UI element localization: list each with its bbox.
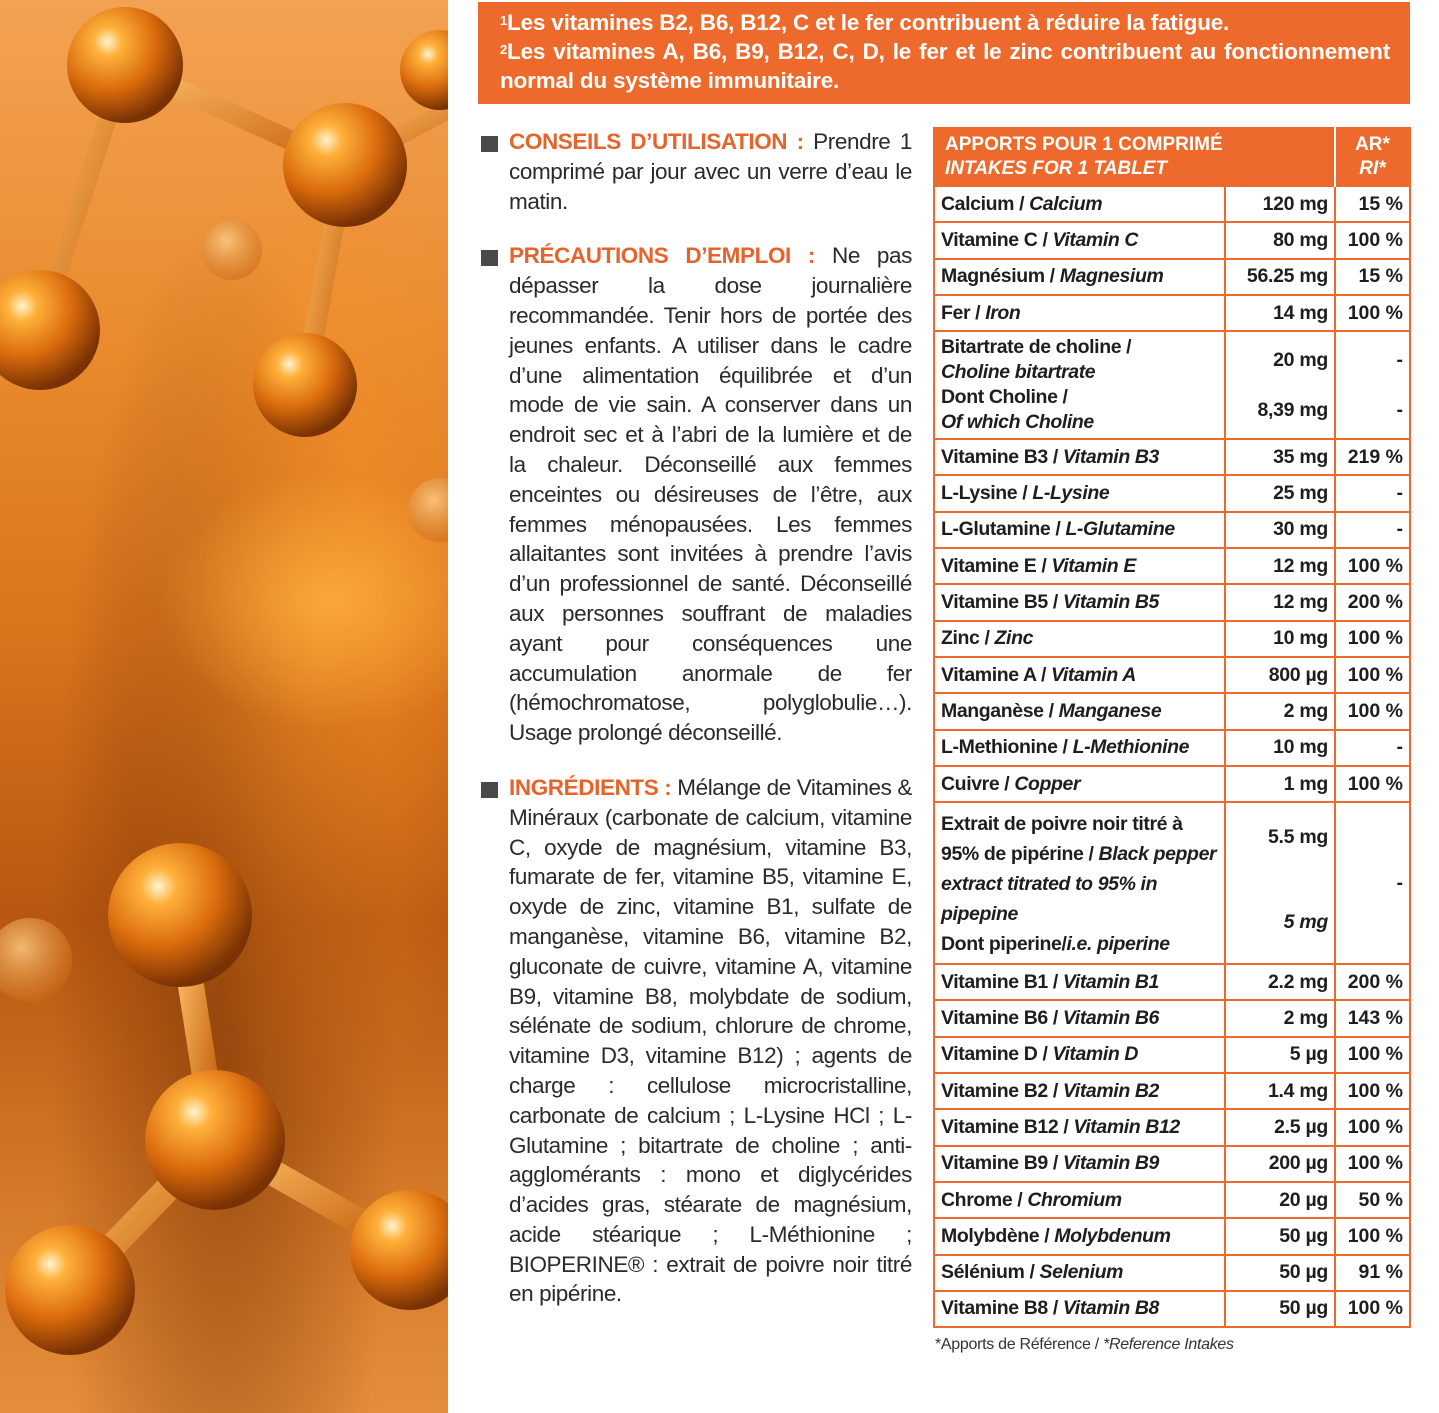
nutrient-quantity: 2 mg: [1225, 693, 1335, 729]
square-bullet-icon: [481, 782, 498, 798]
nutrient-quantity: 200 µg: [1225, 1146, 1335, 1182]
nutrient-name: Vitamine E / Vitamin E: [934, 548, 1225, 584]
nutrient-name: Fer / Iron: [934, 295, 1225, 331]
table-row: [934, 222, 1410, 258]
footnote-marker: 1: [500, 13, 508, 28]
nutrient-ar: - -: [1335, 331, 1410, 439]
nutrient-ar: 100 %: [1335, 1291, 1410, 1327]
ingredients-section: [480, 773, 912, 1309]
nutrient-quantity: 10 mg: [1225, 621, 1335, 657]
nutrient-ar: 143 %: [1335, 1000, 1410, 1036]
nutrient-ar: 91 %: [1335, 1255, 1410, 1291]
table-row: [934, 1037, 1410, 1073]
nutrient-name: L-Glutamine / L-Glutamine: [934, 512, 1225, 548]
square-bullet-icon: [481, 250, 498, 266]
nutrient-quantity: 80 mg: [1225, 222, 1335, 258]
nutrient-quantity: 20 µg: [1225, 1182, 1335, 1218]
nutrient-quantity: 12 mg: [1225, 548, 1335, 584]
nutrient-quantity: 50 µg: [1225, 1218, 1335, 1254]
claim-fatigue: [500, 8, 1390, 37]
nutrient-ar: 100 %: [1335, 1037, 1410, 1073]
nutrient-ar: 100 %: [1335, 295, 1410, 331]
header-ri: RI*: [1359, 158, 1386, 179]
reference-intakes-footnote: *Apports de Référence / *Reference Intakes: [935, 1336, 1234, 1353]
nutrient-name: Bitartrate de choline / Choline bitartrate Dont Choline / Of which Choline: [934, 331, 1225, 439]
nutrient-ar: 100 %: [1335, 222, 1410, 258]
nutrient-name: Vitamine B2 / Vitamin B2: [934, 1073, 1225, 1109]
nutrient-name: Magnésium / Magnesium: [934, 259, 1225, 295]
nutrient-quantity: 2.5 µg: [1225, 1109, 1335, 1145]
nutrient-ar: 100 %: [1335, 621, 1410, 657]
nutrient-name: Vitamine D / Vitamin D: [934, 1037, 1225, 1073]
ingredients-heading: INGRÉDIENTS :: [509, 774, 672, 800]
header-ar: AR*: [1355, 134, 1390, 155]
nutrient-quantity: 50 µg: [1225, 1255, 1335, 1291]
claim-immune: [500, 37, 1390, 95]
claim-fatigue-text: Les vitamines B2, B6, B12, C et le fer contribuent à réduire la fatigue.: [507, 10, 1230, 35]
table-row: [934, 295, 1410, 331]
nutrient-ar: -: [1335, 802, 1410, 964]
nutrient-quantity: 2.2 mg: [1225, 964, 1335, 1000]
nutrient-ar: 50 %: [1335, 1182, 1410, 1218]
nutrient-ar: 100 %: [1335, 548, 1410, 584]
table-row: [934, 693, 1410, 729]
nutrient-quantity: 800 µg: [1225, 657, 1335, 693]
table-row: [934, 657, 1410, 693]
footnote-marker: 2: [500, 42, 508, 57]
table-row: [934, 730, 1410, 766]
header-en: INTAKES FOR 1 TABLET: [945, 158, 1168, 179]
nutrient-name: Vitamine C / Vitamin C: [934, 222, 1225, 258]
precautions-heading: PRÉCAUTIONS D’EMPLOI :: [509, 243, 815, 269]
instructions-column: [480, 127, 912, 1334]
table-row: [934, 259, 1410, 295]
nutrient-ar: -: [1335, 475, 1410, 511]
nutrient-quantity: 12 mg: [1225, 584, 1335, 620]
square-bullet-icon: [481, 136, 498, 152]
nutrient-quantity: 5.5 mg 5 mg: [1225, 802, 1335, 964]
nutrient-name: L-Lysine / L-Lysine: [934, 475, 1225, 511]
nutrient-name: Vitamine B12 / Vitamin B12: [934, 1109, 1225, 1145]
nutrient-ar: -: [1335, 730, 1410, 766]
nutrient-name: Chrome / Chromium: [934, 1182, 1225, 1218]
nutrient-name: Extrait de poivre noir titré à 95% de pipérine / Black pepper extract titrated to 95% in pipepine Dont piperine/i.e. piperine: [934, 802, 1225, 964]
header-fr: APPORTS POUR 1 COMPRIMÉ: [945, 134, 1223, 155]
nutrient-ar: 100 %: [1335, 1109, 1410, 1145]
table-row: [934, 621, 1410, 657]
table-row: [934, 439, 1410, 475]
nutrient-name: Vitamine B5 / Vitamin B5: [934, 584, 1225, 620]
nutrient-ar: 200 %: [1335, 964, 1410, 1000]
nutrient-ar: 100 %: [1335, 693, 1410, 729]
nutrient-quantity: 5 µg: [1225, 1037, 1335, 1073]
nutrient-name: Cuivre / Copper: [934, 766, 1225, 802]
molecule-illustration: [0, 0, 448, 1413]
nutrient-quantity: 50 µg: [1225, 1291, 1335, 1327]
table-row-pepper: [934, 802, 1410, 964]
claims-banner: [478, 2, 1410, 104]
nutrient-ar: 100 %: [1335, 1218, 1410, 1254]
precautions-section: [480, 241, 912, 748]
nutrient-name: Vitamine B9 / Vitamin B9: [934, 1146, 1225, 1182]
table-header: [934, 128, 1410, 186]
table-row: [934, 548, 1410, 584]
precautions-text: Ne pas dépasser la dose journalière recommandée. Tenir hors de portée des jeunes enfants. A utiliser dans le cadre d’une alimentation équilibrée et d’un mode de vie sain. A conserver dans un endroit sec et à l’abri de la lumière et de la chaleur. Déconseillé aux femmes enceintes ou désireuses de l’être, aux femmes ménopausées. Les femmes allaitantes sont invitées à prendre l’avis d’un professionnel de santé. Déconseillé aux personnes souffrant de maladies ayant pour conséquences une accumulation anormale de fer (hémochromatose, polyglobulie…). Usage prolongé déconseillé.: [509, 243, 912, 746]
nutrient-name: Manganèse / Manganese: [934, 693, 1225, 729]
nutrient-ar: -: [1335, 512, 1410, 548]
table-row: [934, 1146, 1410, 1182]
nutrient-ar: 15 %: [1335, 259, 1410, 295]
nutrient-name: Sélénium / Selenium: [934, 1255, 1225, 1291]
nutrient-quantity: 25 mg: [1225, 475, 1335, 511]
table-row: [934, 512, 1410, 548]
table-row: [934, 964, 1410, 1000]
table-row: [934, 584, 1410, 620]
nutrient-ar: 200 %: [1335, 584, 1410, 620]
usage-heading: CONSEILS D’UTILISATION :: [509, 129, 804, 154]
table-row: [934, 186, 1410, 222]
table-row: [934, 475, 1410, 511]
table-row: [934, 1218, 1410, 1254]
nutrient-ar: 100 %: [1335, 766, 1410, 802]
table-row: [934, 1255, 1410, 1291]
table-row: [934, 1182, 1410, 1218]
nutrient-quantity: 14 mg: [1225, 295, 1335, 331]
table-header-ar: [1335, 128, 1410, 186]
usage-text: Prendre 1 comprimé par jour avec un verre d’eau le matin.: [509, 129, 912, 214]
nutrition-table: [933, 127, 1411, 1328]
ingredients-text: Mélange de Vitamines & Minéraux (carbonate de calcium, vitamine C, oxyde de magnésium, vitamine B3, fumarate de fer, vitamine B5, vitamine E, oxyde de zinc, vitamine B1, sulfate de manganèse, vitamine B6, vitamine B2, gluconate de cuivre, vitamine A, vitamine B9, vitamine B8, molybdate de sodium, sélénate de sodium, chlorure de chrome, vitamine D3, vitamine B12) ; agents de charge : cellulose microcristalline, carbonate de calcium ; L-Lysine HCl ; L-Glutamine ; bitartrate de choline ; anti-agglomérants : mono et diglycérides d’acides gras, stéarate de magnésium, acide stéarique ; L-Méthionine ; BIOPERINE® : extrait de poivre noir titré en pipérine.: [509, 774, 912, 1307]
nutrient-name: Vitamine B3 / Vitamin B3: [934, 439, 1225, 475]
table-row: [934, 1000, 1410, 1036]
nutrient-ar: 100 %: [1335, 1146, 1410, 1182]
table-row: [934, 766, 1410, 802]
nutrient-quantity: 1.4 mg: [1225, 1073, 1335, 1109]
nutrient-name: L-Methionine / L-Methionine: [934, 730, 1225, 766]
nutrient-name: Molybdène / Molybdenum: [934, 1218, 1225, 1254]
nutrient-quantity: 56.25 mg: [1225, 259, 1335, 295]
nutrient-quantity: 1 mg: [1225, 766, 1335, 802]
usage-section: [480, 127, 912, 216]
nutrient-name: Vitamine A / Vitamin A: [934, 657, 1225, 693]
nutrient-name: Calcium / Calcium: [934, 186, 1225, 222]
nutrient-quantity: 2 mg: [1225, 1000, 1335, 1036]
nutrient-name: Vitamine B1 / Vitamin B1: [934, 964, 1225, 1000]
nutrient-name: Vitamine B6 / Vitamin B6: [934, 1000, 1225, 1036]
nutrient-ar: 100 %: [1335, 1073, 1410, 1109]
claim-immune-text: Les vitamines A, B6, B9, B12, C, D, le fer et le zinc contribuent au fonctionnement normal du système immunitaire.: [500, 39, 1390, 93]
table-row: [934, 1109, 1410, 1145]
nutrient-ar: 100 %: [1335, 657, 1410, 693]
nutrient-quantity: 30 mg: [1225, 512, 1335, 548]
nutrient-ar: 219 %: [1335, 439, 1410, 475]
nutrient-quantity: 35 mg: [1225, 439, 1335, 475]
table-header-intakes: [934, 128, 1335, 186]
nutrient-name: Vitamine B8 / Vitamin B8: [934, 1291, 1225, 1327]
table-row: [934, 1291, 1410, 1327]
table-row-choline: [934, 331, 1410, 439]
table-row: [934, 1073, 1410, 1109]
nutrient-name: Zinc / Zinc: [934, 621, 1225, 657]
nutrient-quantity: 20 mg 8,39 mg: [1225, 331, 1335, 439]
nutrient-quantity: 10 mg: [1225, 730, 1335, 766]
nutrient-quantity: 120 mg: [1225, 186, 1335, 222]
nutrient-ar: 15 %: [1335, 186, 1410, 222]
